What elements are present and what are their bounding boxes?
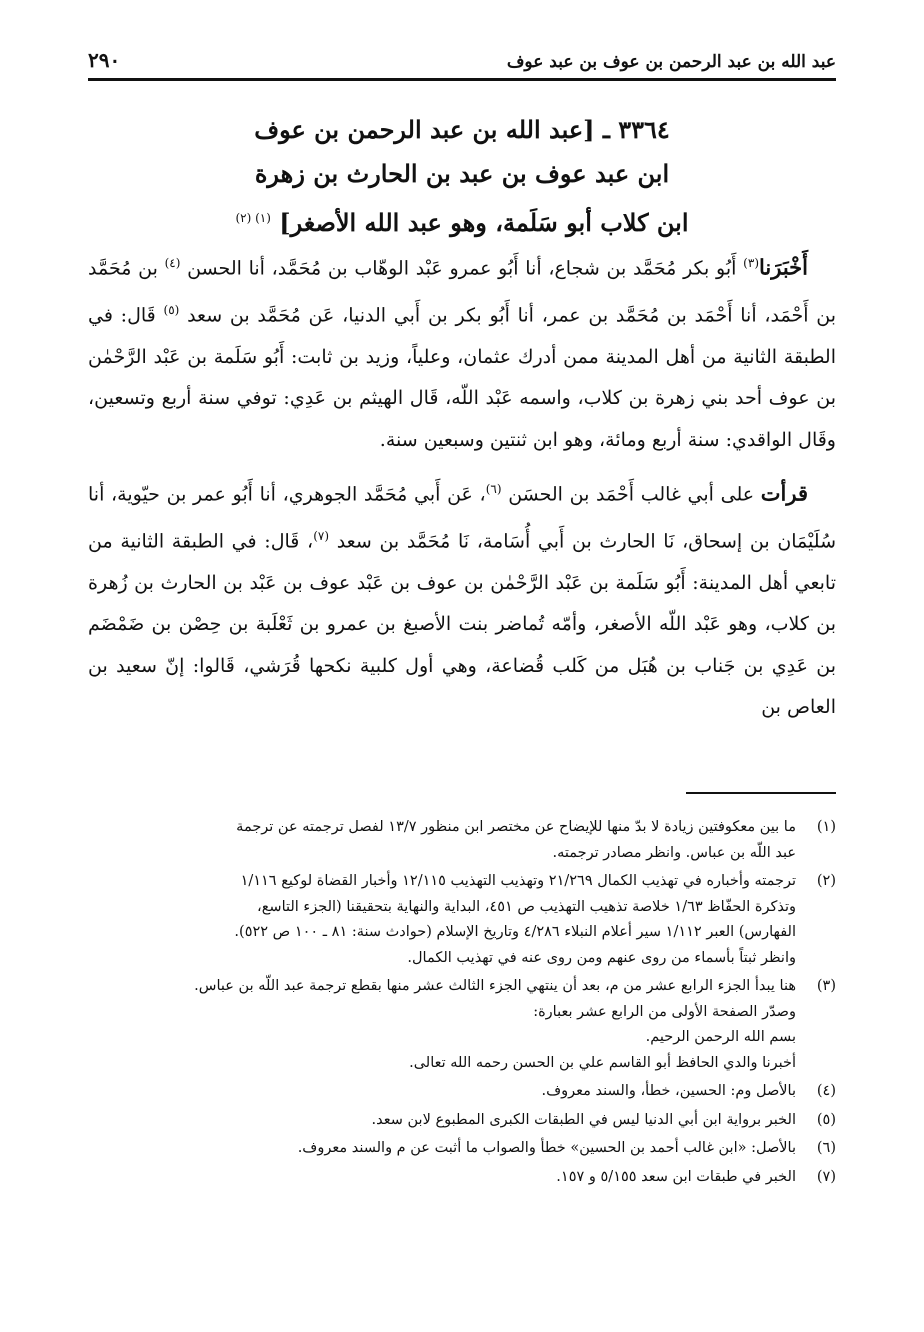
footnotes [88,815,836,1193]
paragraph-1-lead-word: أَخْبَرَنا [759,254,808,280]
footnote-text [88,974,796,1076]
paragraph-2-lead-word: قرأت [760,480,809,506]
footnote-line: عبد اللّه بن عباس. وانظر مصادر ترجمته. [552,844,796,861]
footnote-number: (٣) [816,978,836,994]
footnote-line: وانظر ثبتاً بأسماء من روى عنهم ومن روى عنه في تهذيب الكمال. [407,949,796,966]
footnote-text [88,1108,796,1134]
running-header [88,48,836,81]
footnote-line: بالأصل وم: الحسين، خطأ، والسند معروف. [541,1083,796,1099]
footnote-ref-4: (٤) [164,256,181,270]
main-text [88,243,836,731]
footnote-text [88,869,796,971]
footnote-4 [88,1079,836,1105]
footnote-line: الفهارس) العبر ١/١١٢ سير أعلام النبلاء ٤/٢٨٦ وتاريخ الإسلام (حوادث سنة: ٨١ ـ ١٠٠ ص ٥٢٢). [234,924,796,940]
footnote-ref-6: (٦) [485,482,502,497]
paragraph-1-text-b: بن مُحَمَّد بن أَحْمَد، أنا أَحْمَد بن مُحَمَّد بن عمر، أنا أَبُو بكر بن أَبي الدنيا، عَن مُحَمَّد بن سعد [88,257,836,327]
footnote-1 [88,815,836,866]
footnote-number: (٥) [816,1111,836,1128]
footnote-line: الخبر في طبقات ابن سعد ٥/١٥٥ و ١٥٧. [556,1168,796,1185]
paragraph-2-text-b: ، عَن أَبي مُحَمَّد الجوهري، أنا أَبُو عمر بن حيّوية، أنا سُلَيْمَان بن إسحاق، نَا الحارث بن أَبي أُسَامة، نَا مُحَمَّد بن سعد [88,483,836,553]
footnote-line: هنا يبدأ الجزء الرابع عشر من م، بعد أن ينتهي الجزء الثالث عشر منها بقطع ترجمة عبد اللّه بن عباس. [194,978,796,994]
footnote-number: (٤) [816,1083,836,1099]
footnote-line: ترجمته وأخباره في تهذيب الكمال ٢١/٢٦٩ وتهذيب التهذيب ١٢/١١٥ وأخبار القضاة لوكيع ١/١١٦ [240,873,796,889]
paragraph-2 [88,469,836,729]
footnote-6 [88,1136,836,1162]
heading-footnote-refs: (١) (٢) [235,211,271,225]
footnote-7 [88,1165,836,1191]
footnote-number: (٢) [816,873,836,889]
page-number: ٢٩٠ [88,48,121,72]
heading-line-3 [88,196,836,245]
paragraph-1 [88,243,836,461]
footnote-line: ما بين معكوفتين زيادة لا بدّ منها للإيضاح عن مختصر ابن منظور ١٣/٧ لفصل ترجمته عن ترجمة [236,819,796,835]
paragraph-1-text-c: قَال: في الطبقة الثانية من أهل المدينة ممن أدرك عثمان، وعلياً، وزيد بن ثابت: أَبُو سَلَمة بن عَبْد الرَّحْمٰن بن عوف أحد بني زهرة بن كلاب، واسمه عَبْد اللّه، قَال الهيثم بن عَدِي: توفي سنة أربع وتسعين، وقَال الواقدي: سنة أربع ومائة، وهو ابن ثنتين وسبعين سنة. [88,304,836,451]
footnote-separator [686,792,836,794]
running-header-title: عبد الله بن عبد الرحمن بن عوف بن عبد عوف [506,52,836,72]
footnote-quote-line: بسم الله الرحمن الرحيم. [645,1029,796,1045]
footnote-quote-line: أخبرنا والدي الحافظ أبو القاسم علي بن الحسن رحمه الله تعالى. [409,1054,796,1071]
footnote-5 [88,1108,836,1134]
footnote-line: وصدّر الصفحة الأولى من الرابع عشر بعبارة: [533,1003,796,1020]
footnote-3 [88,974,836,1076]
footnote-number: (١) [816,819,836,835]
footnote-text [88,1165,796,1191]
footnote-ref-3: (٣) [743,256,759,270]
footnote-line: وتذكرة الحفّاظ ١/٦٣ خلاصة تذهيب التهذيب ص ٤٥١، البداية والنهاية بتحقيقنا (الجزء التاسع، [257,898,796,915]
footnote-line: بالأصل: «ابن غالب أحمد بن الحسين» خطأ والصواب ما أثبت عن م والسند معروف. [297,1140,796,1156]
footnote-text [88,815,796,866]
paragraph-2-text-c: ، قَال: في الطبقة الثانية من تابعي أهل المدينة: أَبُو سَلَمة بن عَبْد الرَّحْمٰن بن عوف بن عَبْد عوف بن عَبْد بن الحارث بن زُهرة بن كلاب، وهو عَبْد اللّه الأصغر، وأمّه تُماضر بنت الأصبغ بن عمرو بن ثَعْلَبة بن حِصْن بن ضَمْضَم بن عَدِي بن جَناب بن هُبَل من كَلب قُضاعة، وهي أول كلبية نكحها قُرَشي، قَالوا: إنّ سعيد بن العاص بن [88,530,836,719]
footnote-ref-7: (٧) [313,528,330,543]
footnote-text [88,1136,796,1162]
paragraph-2-text-a: على أبي غالب أَحْمَد بن الحسَن [508,483,755,506]
footnote-ref-5: (٥) [163,302,180,317]
entry-heading [88,108,836,245]
heading-line-3-text: ابن كلاب أبو سَلَمة، وهو عبد الله الأصغر] [279,208,689,237]
heading-line-1: ٣٣٦٤ ـ [عبد الله بن عبد الرحمن بن عوف [254,115,670,144]
footnote-number: (٦) [816,1140,836,1156]
paragraph-1-text-a: أَبُو بكر مُحَمَّد بن شجاع، أنا أَبُو عمرو عَبْد الوهّاب بن مُحَمَّد، أنا الحسن [187,257,737,280]
heading-line-2: ابن عبد عوف بن عبد بن الحارث بن زهرة [254,159,670,188]
footnote-number: (٧) [816,1168,836,1185]
footnote-line: الخبر برواية ابن أبي الدنيا ليس في الطبقات الكبرى المطبوع لابن سعد. [371,1111,796,1128]
footnote-2 [88,869,836,971]
footnote-text [88,1079,796,1105]
